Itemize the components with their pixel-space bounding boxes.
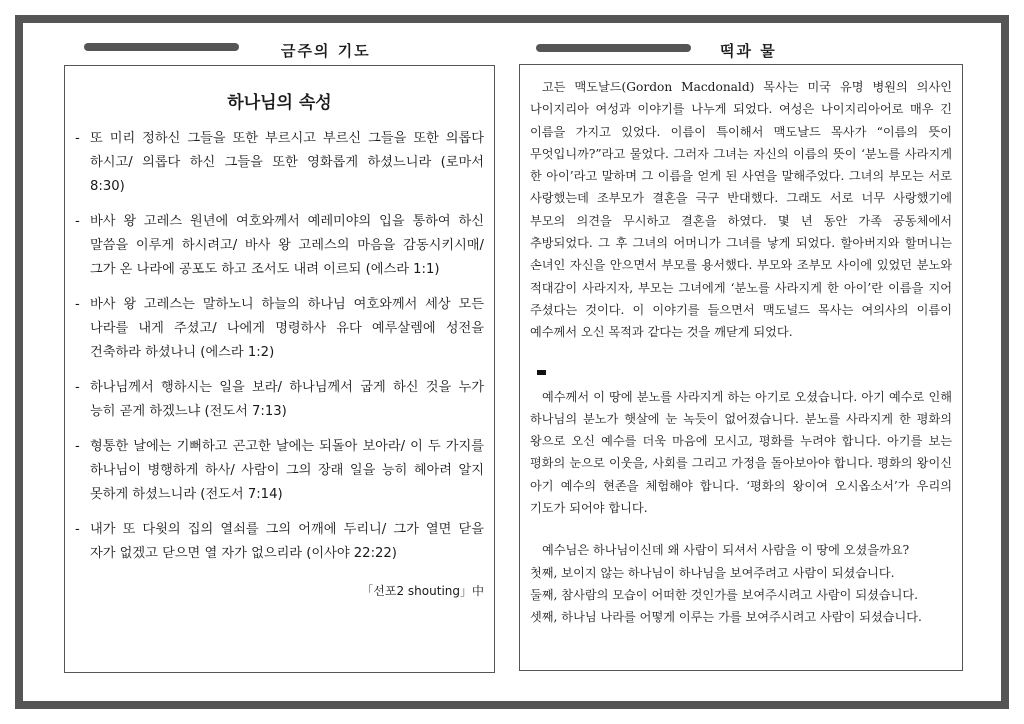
verse-text: 형통한 날에는 기뻐하고 곤고한 날에는 되돌아 보아라/ 이 두 가지를 하나님이 병행하게 하사/ 사람이 그의 장래 일을 능히 헤아려 알지 못하게 하셨느니라 (전도서 7:14) xyxy=(90,439,484,502)
verse-item: - 형통한 날에는 기뻐하고 곤고한 날에는 되돌아 보아라/ 이 두 가지를 하나님이 병행하게 하사/ 사람이 그의 장래 일을 능히 헤아려 알지 못하게 하셨느니라 (전도서 7:14) xyxy=(75,439,484,502)
left-title-bar xyxy=(84,43,239,51)
verse-item: - 또 미리 정하신 그들을 또한 부르시고 부르신 그들을 또한 의롭다 하시고/ 의롭다 하신 그들을 또한 영화롭게 하셨느니라 (로마서 8:30) xyxy=(75,131,484,194)
article-paragraph-1: 고든 맥도날드(Gordon Macdonald) 목사는 미국 유명 병원의 의사인 나이지리아 여성과 이야기를 나누게 되었다. 여성은 나이지리아어로 매우 긴 이름을 가지고 있었다. 이름이 특이해서 맥도날드 목사가 “이름의 뜻이 무엇입니까?”라고 물었다. 그러자 그녀는 자신의 이름의 뜻이 ‘분노를 사라지게 한 아이’라고 말하며 그 이름을 얻게 된 사연을 말해주었다. 그녀의 부모는 서로 사랑했는데 조부모가 결혼을 극구 반대했다. 그래도 서로 너무 사랑했기에 부모의 의견을 무시하고 결혼을 하였다. 몇 년 동안 가족 공동체에서 추방되었다. 그 후 그녀의 어머니가 그녀를 낳게 되었다. 할아버지와 할머니는 손녀인 자신을 안으면서 부모를 용서했다. 부모와 조부모 사이에 있었던 분노와 적대감이 사라지자, 부모는 그녀에게 ‘분노를 사라지게 한 아이’란 이름을 지어 주셨다는 것이다. 이 이야기를 들으면서 맥도널드 목사는 여의사의 이름이 예수께서 오신 목적과 같다는 것을 깨닫게 되었다. xyxy=(530,80,952,340)
article-list-line-3: 셋째, 하나님 나라를 어떻게 이루는 가를 보여주시려고 사람이 되셨습니다. xyxy=(530,610,922,625)
article-paragraph-3-intro: 예수님은 하나님이신데 왜 사람이 되셔서 사람을 이 땅에 오셨을까요? xyxy=(542,543,910,558)
article-paragraph-2: 예수께서 이 땅에 분노를 사라지게 하는 아기로 오셨습니다. 아기 예수로 인해 하나님의 분노가 햇살에 눈 녹듯이 없어졌습니다. 분노를 사라지게 한 평화의 왕으로 오신 예수를 더욱 마음에 모시고, 평화를 누려야 합니다. 아기를 보는 평화의 눈으로 이웃을, 사회를 그리고 가정을 돌아보아야 합니다. 평화의 왕이신 아기 예수의 현존을 체험해야 합니다. ‘평화의 왕이여 오시옵소서’가 우리의 기도가 되어야 합니다. xyxy=(530,389,952,516)
verse-text: 내가 또 다윗의 집의 열쇠를 그의 어깨에 두리니/ 그가 열면 닫을 자가 없겠고 닫으면 열 자가 없으리라 (이사야 22:22) xyxy=(90,522,484,561)
left-section-title: 금주의 기도 xyxy=(281,42,371,60)
right-title-bar xyxy=(536,44,691,52)
verse-text: 또 미리 정하신 그들을 또한 부르시고 부르신 그들을 또한 의롭다 하시고/ 의롭다 하신 그들을 또한 영화롭게 하셨느니라 (로마서 8:30) xyxy=(90,131,484,194)
verse-list xyxy=(75,127,484,566)
verse-text: 바사 왕 고레스는 말하노니 하늘의 하나님 여호와께서 세상 모든 나라를 내게 주셨고/ 나에게 명령하사 유다 예루살렘에 성전을 건축하라 하셨나니 (에스라 1:2) xyxy=(90,297,484,360)
verse-text: 하나님께서 행하시는 일을 보라/ 하나님께서 굽게 하신 것을 누가 능히 곧게 하겠느냐 (전도서 7:13) xyxy=(90,380,484,419)
verse-item: - 바사 왕 고레스는 말하노니 하늘의 하나님 여호와께서 세상 모든 나라를 내게 주셨고/ 나에게 명령하사 유다 예루살렘에 성전을 건축하라 하셨나니 (에스라 1:2) xyxy=(75,297,484,360)
prayer-heading: 하나님의 속성 xyxy=(227,93,332,113)
verse-item: - 바사 왕 고레스 원년에 여호와께서 예레미야의 입을 통하여 하신 말씀을 이루게 하시려고/ 바사 왕 고레스의 마음을 감동시키시매/ 그가 온 나라에 공포도 하고 조서도 내려 이르되 (에스라 1:1) xyxy=(75,214,484,277)
article-box xyxy=(519,64,963,671)
source-citation: 「선포2 shouting」中 xyxy=(361,584,484,598)
verse-text: 바사 왕 고레스 원년에 여호와께서 예레미야의 입을 통하여 하신 말씀을 이루게 하시려고/ 바사 왕 고레스의 마음을 감동시키시매/ 그가 온 나라에 공포도 하고 조서도 내려 이르되 (에스라 1:1) xyxy=(90,214,484,277)
article-list-line-2: 둘째, 참사람의 모습이 어떠한 것인가를 보여주시려고 사람이 되셨습니다. xyxy=(530,587,919,602)
section-marker xyxy=(537,370,546,375)
prayer-box xyxy=(64,65,495,673)
article-list-line-1: 첫째, 보이지 않는 하나님이 하나님을 보여주려고 사람이 되셨습니다. xyxy=(530,565,895,580)
verse-item: - 하나님께서 행하시는 일을 보라/ 하나님께서 굽게 하신 것을 누가 능히 곧게 하겠느냐 (전도서 7:13) xyxy=(75,380,484,419)
right-section-title: 떡과 물 xyxy=(720,42,777,60)
verse-item: - 내가 또 다윗의 집의 열쇠를 그의 어깨에 두리니/ 그가 열면 닫을 자가 없겠고 닫으면 열 자가 없으리라 (이사야 22:22) xyxy=(75,522,484,561)
